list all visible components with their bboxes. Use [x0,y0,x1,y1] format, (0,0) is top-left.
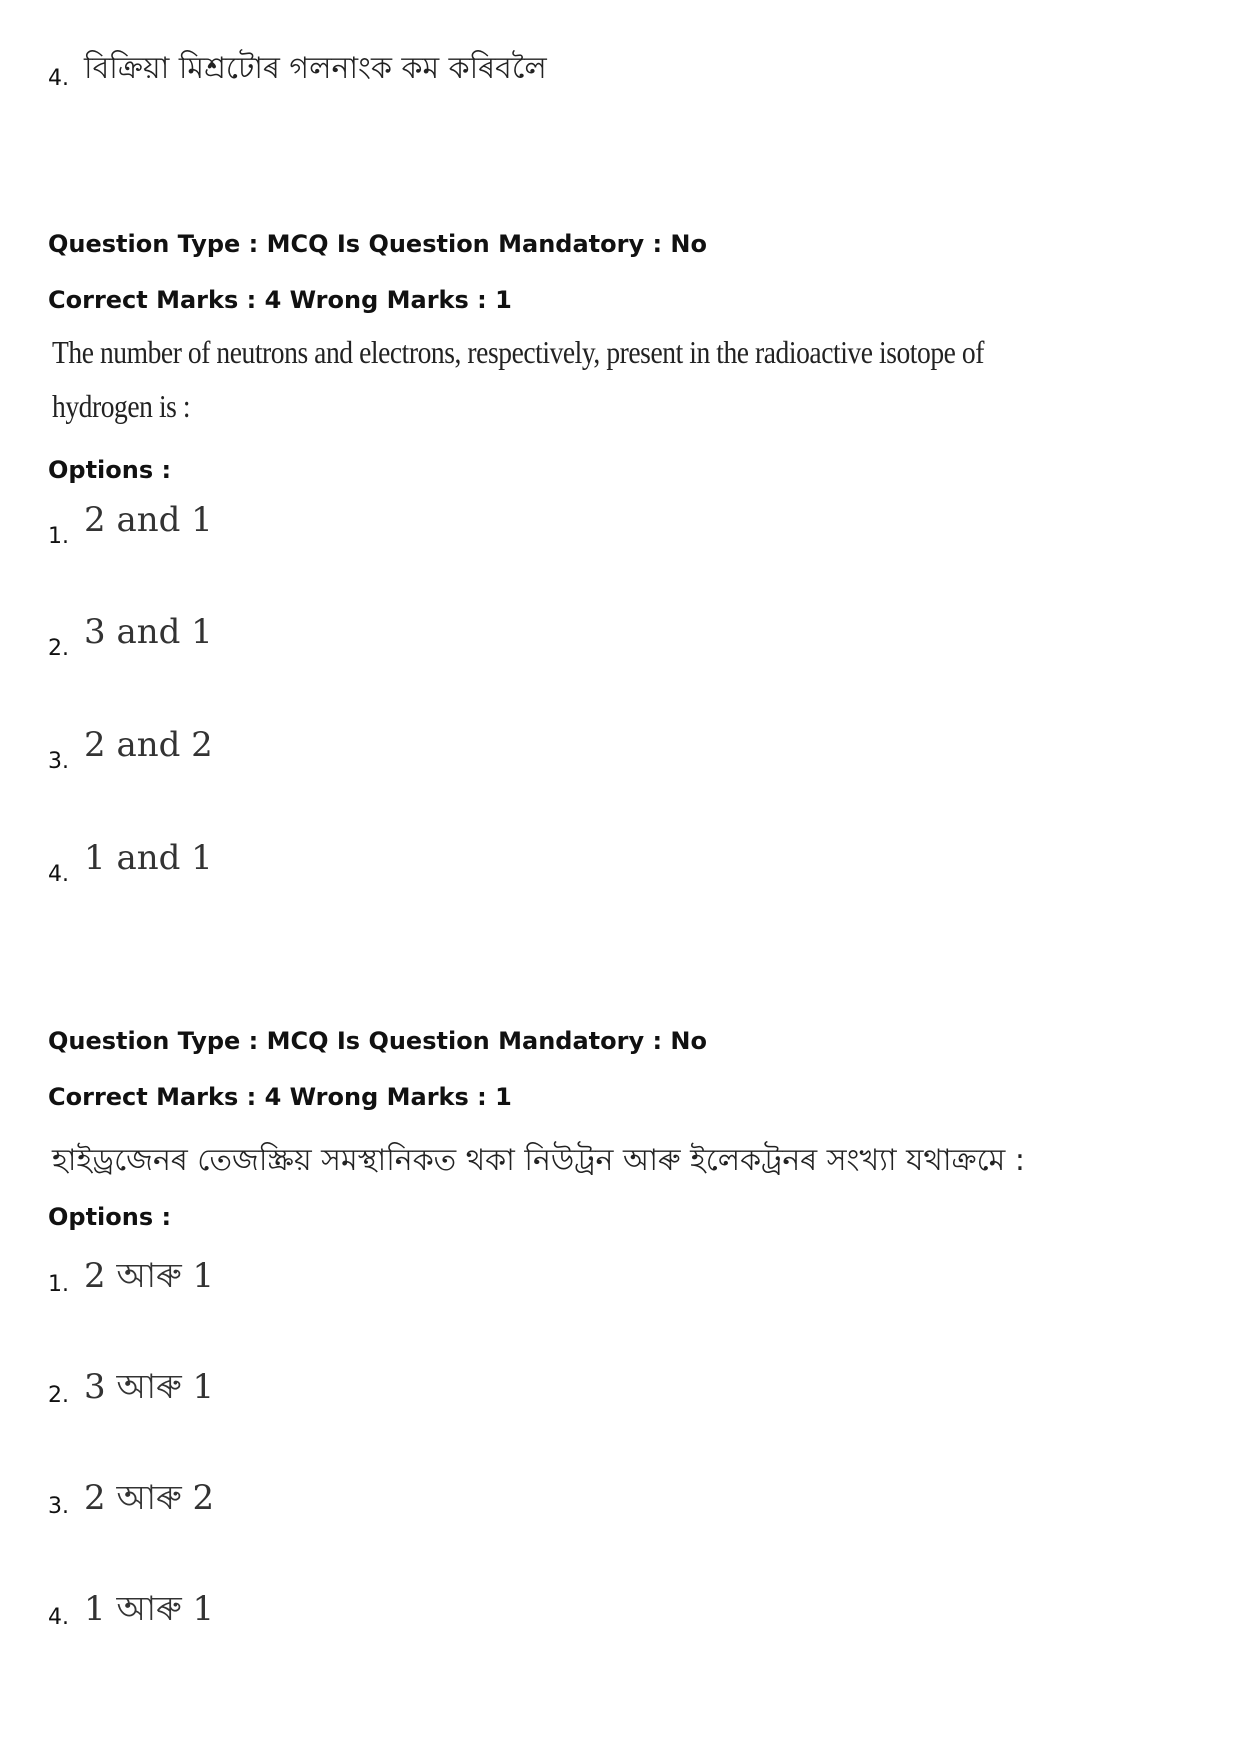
option-number: 2. [48,1383,69,1408]
option-number: 4. [48,862,69,887]
option-text: 2 আৰু 1 [84,1256,215,1296]
option-text: 3 আৰু 1 [84,1367,215,1407]
option-number: 1. [48,1272,69,1297]
option-text: 1 and 1 [84,838,213,878]
option-number: 1. [48,524,69,549]
option-text: 1 আৰু 1 [84,1589,215,1629]
option-text: 3 and 1 [84,612,213,652]
options-label: Options : [48,456,172,484]
marks-line: Correct Marks : 4 Wrong Marks : 1 [48,1083,512,1111]
marks-line: Correct Marks : 4 Wrong Marks : 1 [48,286,512,314]
question-text-line: hydrogen is : [52,388,191,424]
question-text-line: The number of neutrons and electrons, respectively, present in the radioactive isotope of [52,334,984,370]
option-number: 3. [48,749,69,774]
option-text: বিক্রিয়া মিশ্ৰটোৰ গলনাংক কম কৰিবলৈ [84,51,547,86]
question-type-line: Question Type : MCQ Is Question Mandatory : No [48,1027,707,1055]
question-text-line: হাইড্ৰজেনৰ তেজস্ক্ৰিয় সমস্থানিকত থকা নিউট্ৰন আৰু ইলেকট্ৰনৰ সংখ্যা যথাক্ৰমে : [52,1143,1025,1178]
option-number: 3. [48,1494,69,1519]
options-label: Options : [48,1203,172,1231]
option-text: 2 আৰু 2 [84,1478,215,1518]
option-text: 2 and 2 [84,725,213,765]
option-number: 4. [48,1605,69,1630]
question-type-line: Question Type : MCQ Is Question Mandatory : No [48,230,707,258]
option-text: 2 and 1 [84,500,213,540]
option-number: 2. [48,636,69,661]
option-number: 4. [48,66,69,91]
